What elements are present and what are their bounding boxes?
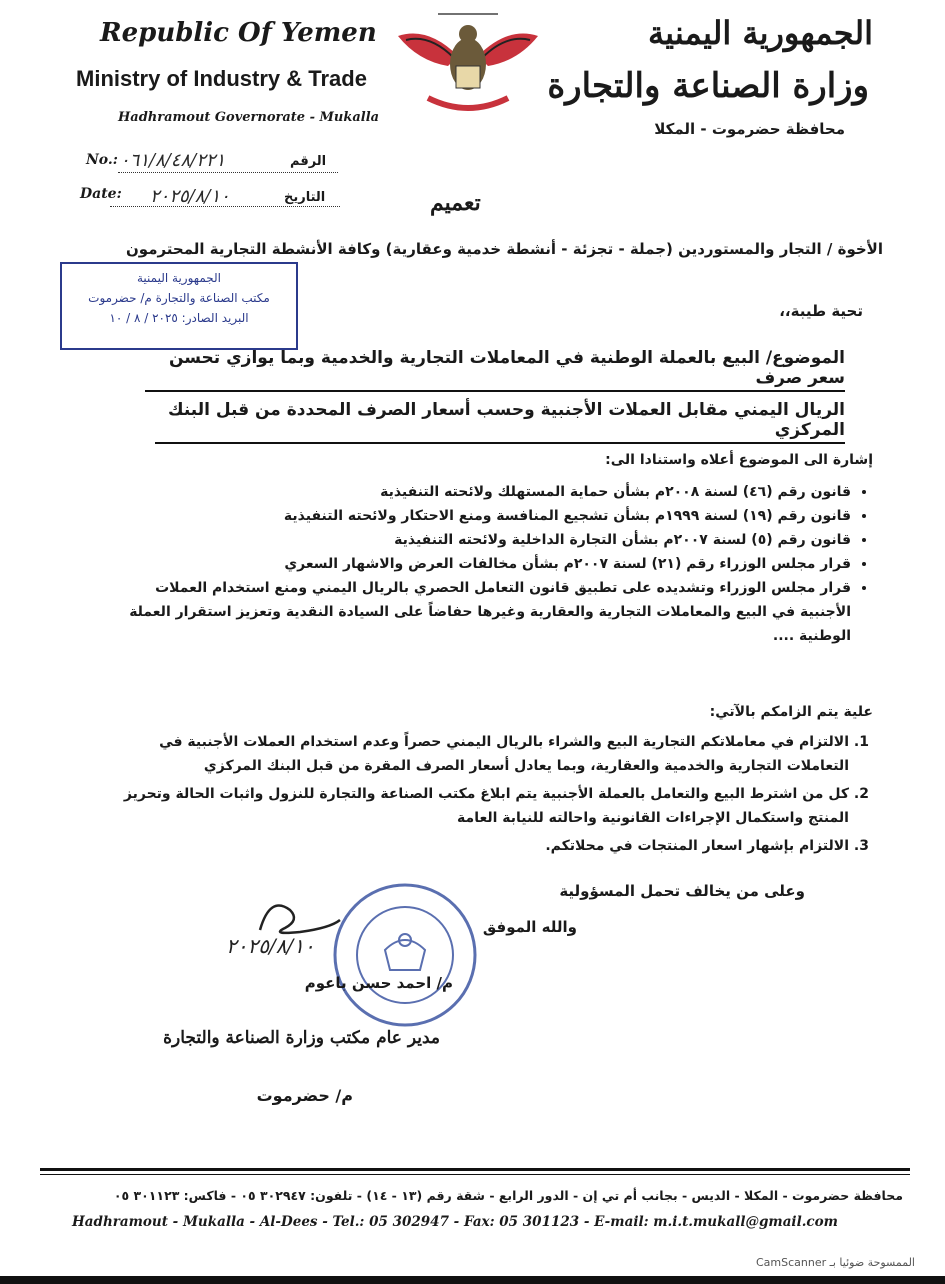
list-item: • قانون رقم (٤٦) لسنة ٢٠٠٨م بشأن حماية المستهلك ولائحته التنفيذية <box>121 480 851 504</box>
header-en-governorate: Hadhramout Governorate - Mukalla <box>118 110 380 125</box>
stamp-line-2: مكتب الصناعة والتجارة م/ حضرموت <box>88 291 270 305</box>
scanner-watermark: الممسوحة ضوئيا بـ CamScanner <box>755 1256 915 1269</box>
ref-no-line <box>118 172 338 173</box>
eagle-emblem-icon <box>388 6 548 126</box>
greeting: تحية طيبة،، <box>779 302 863 320</box>
header-ar-country: الجمهورية اليمنية <box>648 14 873 52</box>
header-ar-ministry: وزارة الصناعة والتجارة <box>547 66 869 106</box>
obligations-list <box>119 730 873 862</box>
official-seal-icon <box>330 880 480 1030</box>
incoming-stamp <box>60 262 298 350</box>
footer-address-ar: محافظة حضرموت - المكلا - الديس - بجانب أم تي إن - الدور الرابع - شقة رقم (١٣ - ١٤) - تلفون: ٣٠٢٩٤٧ ٠٥ - فاكس: ٣٠١١٢٣ ٠٥ <box>113 1188 903 1203</box>
header-en-ministry: Ministry of Industry & Trade <box>76 66 367 91</box>
list-item: • قرار مجلس الوزراء وتشديده على تطبيق قانون التعامل الحصري بالريال اليمني ومنع استخدام العملات الأجنبية في البيع والمعاملات التجارية والعقارية وغيرها حفاضاً على السيادة النقدية وتعزيز استقرار العملة الوطنية .... <box>121 576 851 648</box>
signature-date: ٢٠٢٥/٨/١٠ <box>226 934 315 958</box>
ref-date-value: ٢٠٢٥/٨/١٠ <box>150 186 230 207</box>
references-list <box>121 480 873 648</box>
circular-title: تعميم <box>430 190 481 216</box>
signatory-place: م/ حضرموت <box>256 1086 353 1105</box>
footer-divider <box>40 1168 910 1171</box>
intro-text: إشارة الى الموضوع أعلاه واستنادا الى: <box>605 452 873 468</box>
footer-address-en: Hadhramout - Mukalla - Al-Dees - Tel.: 05 302947 - Fax: 05 301123 - E-mail: m.i.t.mukall@gmail.com <box>72 1214 838 1230</box>
subject-line-1: الموضوع/ البيع بالعملة الوطنية في المعاملات التجارية والخدمية وبما يوازي تحسن سعر صرف <box>145 348 845 392</box>
signatory-name: م/ احمد حسن باعوم <box>304 974 453 992</box>
header-en-country: Republic Of Yemen <box>100 18 377 48</box>
stamp-line-1: الجمهورية اليمنية <box>136 271 221 285</box>
list-item: • قانون رقم (١٩) لسنة ١٩٩٩م بشأن تشجيع المنافسة ومنع الاحتكار ولائحته التنفيذية <box>121 504 851 528</box>
list-item: • قانون رقم (٥) لسنة ٢٠٠٧م بشأن التجارة الداخلية ولائحته التنفيذية <box>121 528 851 552</box>
ref-date-label: Date: <box>80 186 122 202</box>
closing-phrase: والله الموفق <box>482 918 577 936</box>
list-item: 2. كل من اشترط البيع والتعامل بالعملة الأجنبية يتم ابلاغ مكتب الصناعة والتجارة للنزول واثبات الحالة وتحريز المنتج واستكمال الإجراءات القانونية واحالته للنيابة العامة <box>119 782 849 830</box>
header-ar-governorate: محافظة حضرموت - المكلا <box>654 120 845 138</box>
list-item: • قرار مجلس الوزراء رقم (٢١) لسنة ٢٠٠٧م بشأن مخالفات العرض والاشهار السعري <box>121 552 851 576</box>
subject-line-2: الريال اليمني مقابل العملات الأجنبية وحسب أسعار الصرف المحددة من قبل البنك المركزي <box>155 400 845 444</box>
list-item: 1. الالتزام في معاملاتكم التجارية البيع والشراء بالريال اليمني حصراً وعدم استخدام العملات الأجنبية في التعاملات التجارية والخدمية والعقارية، وبما يعادل أسعار الصرف المقرة من قبل البنك المركزي <box>119 730 849 778</box>
bottom-edge-bar <box>0 1276 945 1284</box>
stamp-line-3: البريد الصادر: ٢٠٢٥ / ٨ / ١٠ <box>109 311 249 325</box>
footer-divider-thin <box>40 1174 910 1175</box>
list-item: 3. الالتزام بإشهار اسعار المنتجات في محلاتكم. <box>119 834 849 858</box>
ref-no-label: No.: <box>86 152 118 168</box>
ref-no-ar-label: الرقم <box>290 154 327 169</box>
addressee: الأخوة / التجار والمستوردين (جملة - تجزئة - أنشطة خدمية وعقارية) وكافة الأنشطة التجارية المحترمون <box>125 240 883 258</box>
responsibility-note: وعلى من يخالف تحمل المسؤولية <box>559 882 805 900</box>
ref-no-value: ٠٦١/٨/٤٨/٢٢١ <box>120 150 226 171</box>
obligation-intro: علية يتم الزامكم بالآتي: <box>709 704 873 720</box>
signatory-title: مدير عام مكتب وزارة الصناعة والتجارة <box>163 1028 440 1048</box>
ref-date-ar-label: التاريخ <box>284 190 326 205</box>
ref-date-line <box>110 206 340 207</box>
